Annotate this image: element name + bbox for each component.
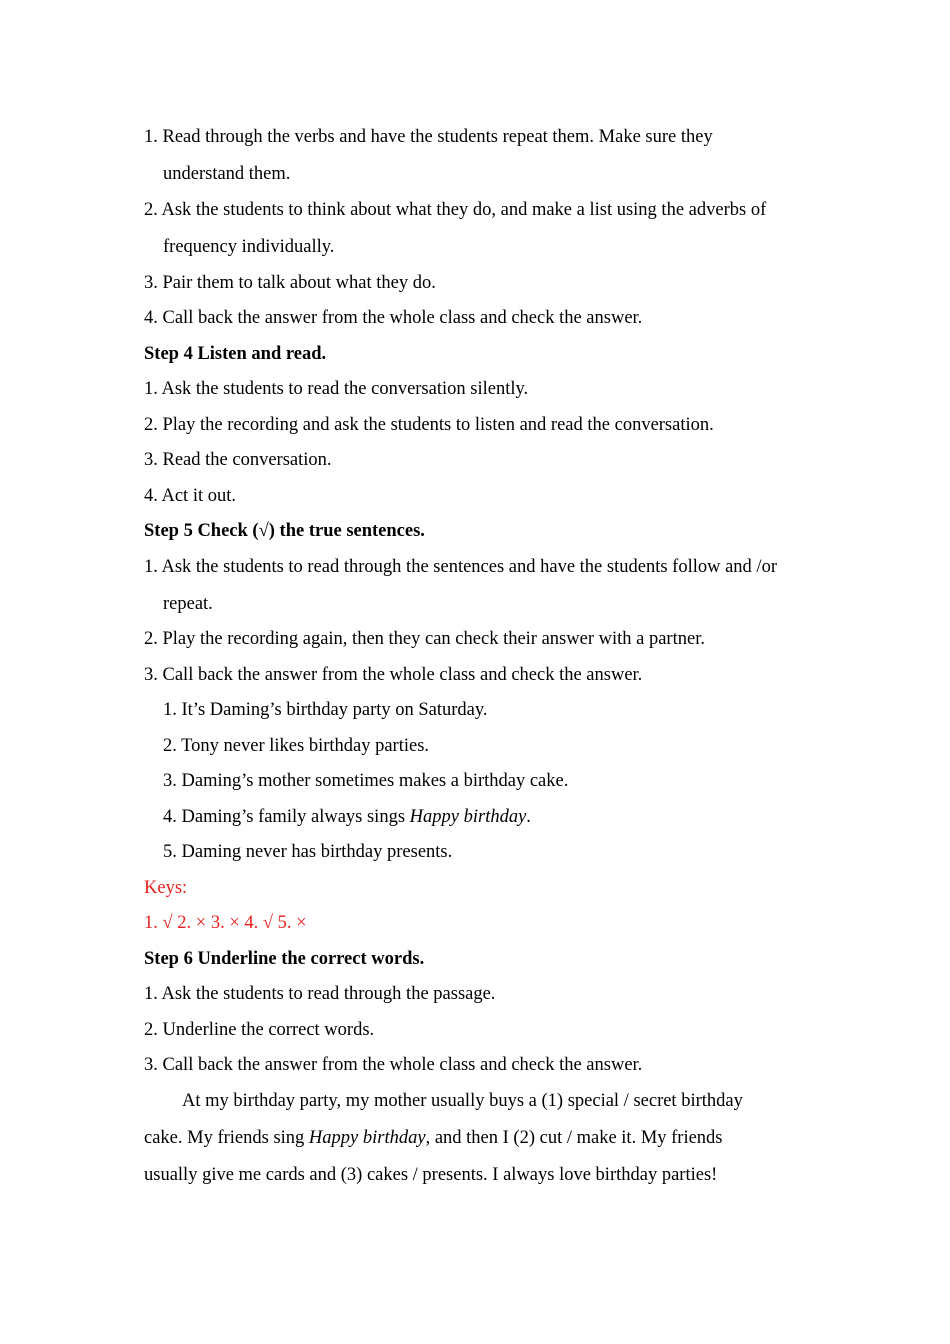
song-title: Happy birthday: [308, 1128, 426, 1148]
step4-heading: Step 4 Listen and read.: [144, 344, 327, 364]
step4-item-3: 3. Read the conversation.: [144, 450, 332, 470]
step5-item-2: 2. Play the recording again, then they can check their answer with a partner.: [144, 629, 705, 649]
step6-heading: Step 6 Underline the correct words.: [144, 949, 425, 969]
step3-item-2: 2. Ask the students to think about what they do, and make a list using the adverbs of: [144, 200, 767, 220]
step4-item-2: 2. Play the recording and ask the students to listen and read the conversation.: [144, 415, 714, 435]
step4-item-4: 4. Act it out.: [144, 486, 236, 506]
true-sentence-4: [163, 805, 531, 829]
song-title: Happy birthday: [409, 807, 527, 827]
passage-line-2-rest: , and then I (2) cut / make it. My friends: [425, 1128, 723, 1148]
step5-item-3: 3. Call back the answer from the whole class and check the answer.: [144, 665, 643, 685]
sentence-4-end: .: [526, 807, 531, 827]
step3-item-1: 1. Read through the verbs and have the students repeat them. Make sure they: [144, 127, 713, 147]
step5-heading: Step 5 Check (√) the true sentences.: [144, 521, 425, 541]
step3-item-4: 4. Call back the answer from the whole class and check the answer.: [144, 308, 643, 328]
true-sentence-2: 2. Tony never likes birthday parties.: [163, 736, 430, 756]
keys-label: Keys:: [144, 878, 188, 898]
passage-line-2: [144, 1126, 723, 1150]
step3-item-3: 3. Pair them to talk about what they do.: [144, 273, 436, 293]
step6-item-2: 2. Underline the correct words.: [144, 1020, 375, 1040]
keys-answers: 1. √ 2. × 3. × 4. √ 5. ×: [144, 913, 307, 933]
step4-item-1: 1. Ask the students to read the conversation silently.: [144, 379, 529, 399]
step6-item-3: 3. Call back the answer from the whole class and check the answer.: [144, 1055, 643, 1075]
step3-item-2-cont: frequency individually.: [163, 237, 335, 257]
passage-line-2-text: cake. My friends sing: [144, 1128, 309, 1148]
true-sentence-5: 5. Daming never has birthday presents.: [163, 842, 453, 862]
passage-line-3: usually give me cards and (3) cakes / presents. I always love birthday parties!: [144, 1165, 718, 1185]
step6-item-1: 1. Ask the students to read through the passage.: [144, 984, 496, 1004]
sentence-4-text: 4. Daming’s family always sings: [163, 807, 410, 827]
step5-item-1-cont: repeat.: [163, 594, 213, 614]
step3-item-1-cont: understand them.: [163, 164, 291, 184]
true-sentence-1: 1. It’s Daming’s birthday party on Saturday.: [163, 700, 488, 720]
true-sentence-3: 3. Daming’s mother sometimes makes a birthday cake.: [163, 771, 569, 791]
passage-line-1: At my birthday party, my mother usually buys a (1) special / secret birthday: [182, 1091, 743, 1111]
step5-item-1: 1. Ask the students to read through the sentences and have the students follow and /or: [144, 557, 777, 577]
